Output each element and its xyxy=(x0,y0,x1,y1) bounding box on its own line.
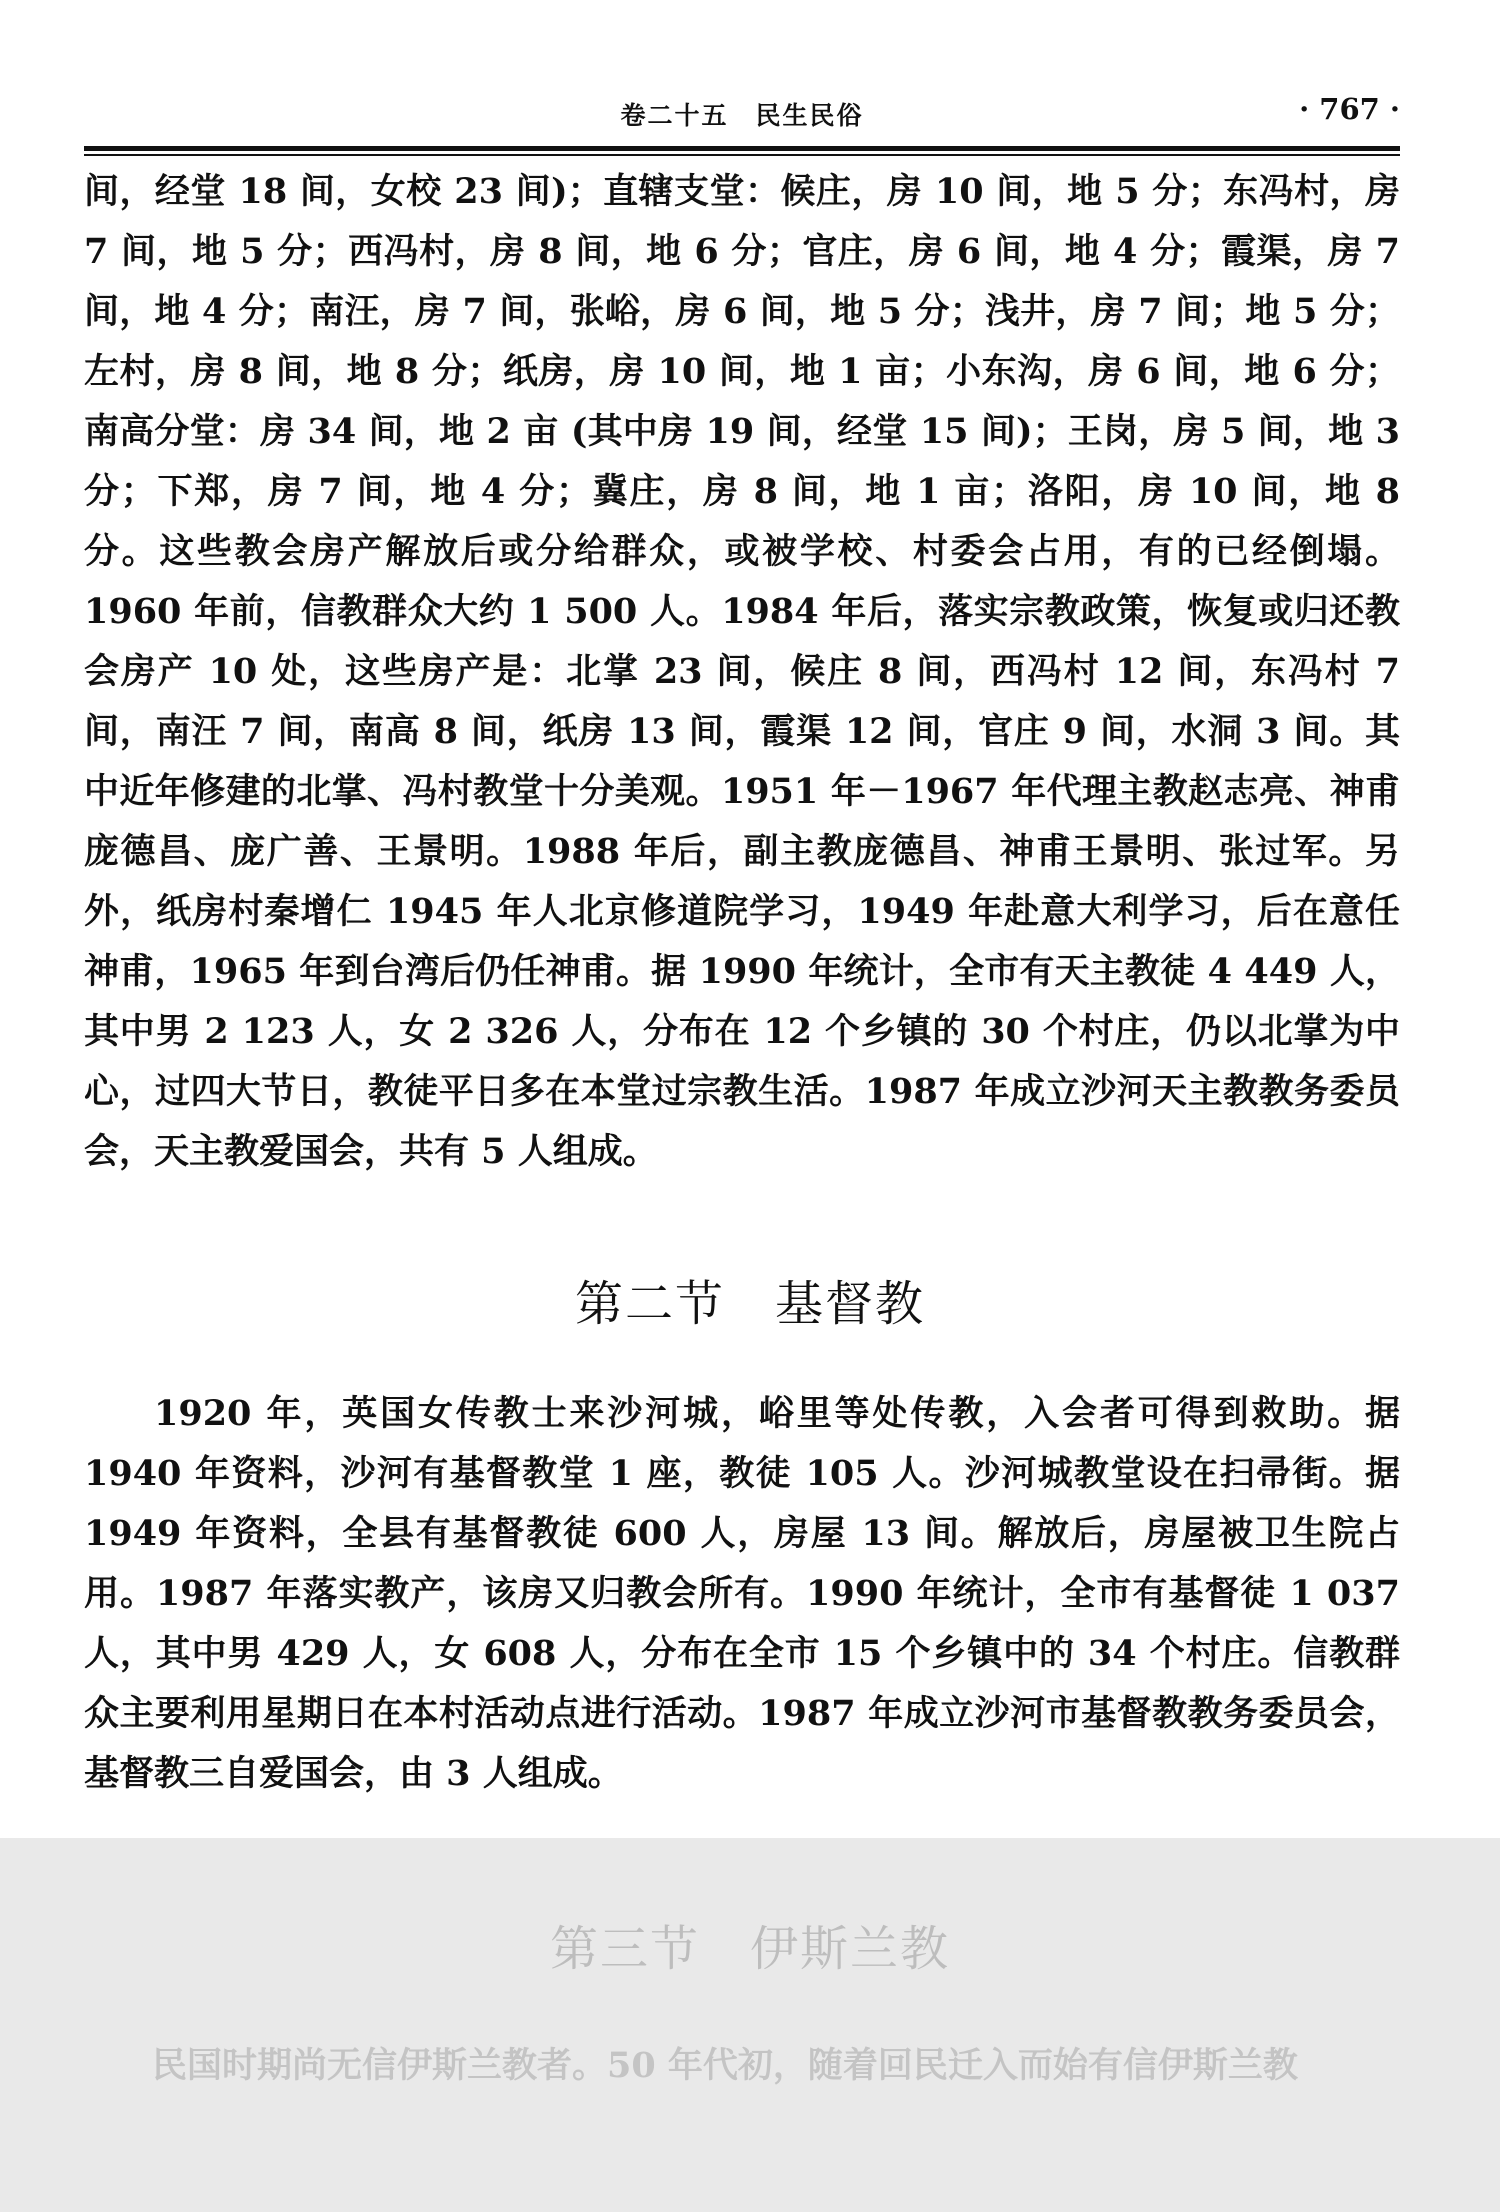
section-heading-christianity: 第二节 基督教 xyxy=(574,1276,925,1332)
page-header xyxy=(84,90,1400,136)
running-title: 卷二十五 民生民俗 xyxy=(620,101,864,130)
page-number: · 767 · xyxy=(1299,92,1400,126)
section-heading-islam: 第三节 伊斯兰教 xyxy=(549,1921,950,1977)
paragraph-christianity: 1920 年，英国女传教士来沙河城，峪里等处传教，入会者可得到救助。据 1940 年资料，沙河有基督教堂 1 座，教徒 105 人。沙河城教堂设在扫帚街。据 1949 年资料，全县有基督教徒 600 人，房屋 13 间。解放后，房屋被卫生院占用。1987 年落实教产，该房又归教会所有。1990 年统计，全市有基督徒 1 037 人，其中男 429 人，女 608 人，分布在全市 15 个乡镇中的 34 个村庄。信教群众主要利用星期日在本村活动点进行活动。1987 年成立沙河市基督教教务委员会，基督教三自爱国会，由 3 人组成。 xyxy=(84,1393,1400,1794)
paragraph-islam: 民国时期尚无信伊斯兰教者。50 年代初，随着回民迁入而始有信伊斯兰教 xyxy=(152,2045,1298,2086)
header-rule-thin xyxy=(84,154,1400,156)
faded-overlay xyxy=(0,1838,1500,2212)
paragraph-catholic-continued: 间，经堂 18 间，女校 23 间)；直辖支堂：候庄，房 10 间，地 5 分；东冯村，房 7 间，地 5 分；西冯村，房 8 间，地 6 分；官庄，房 6 间，地 4 分；霞渠，房 7 间，地 4 分；南汪，房 7 间，张峪，房 6 间，地 5 分；浅井，房 7 间；地 5 分；左村，房 8 间，地 8 分；纸房，房 10 间，地 1 亩；小东沟，房 6 间，地 6 分；南高分堂：房 34 间，地 2 亩 (其中房 19 间，经堂 15 间)；王岗，房 5 间，地 3 分；下郑，房 7 间，地 4 分；冀庄，房 8 间，地 1 亩；洛阳，房 10 间，地 8 分。这些教会房产解放后或分给群众，或被学校、村委会占用，有的已经倒塌。1960 年前，信教群众大约 1 500 人。1984 年后，落实宗教政策，恢复或归还教会房产 10 处，这些房产是：北掌 23 间，候庄 8 间，西冯村 12 间，东冯村 7 间，南汪 7 间，南高 8 间，纸房 13 间，霞渠 12 间，官庄 9 间，水洞 3 间。其中近年修建的北掌、冯村教堂十分美观。1951 年－1967 年代理主教赵志亮、神甫庞德昌、庞广善、王景明。1988 年后，副主教庞德昌、神甫王景明、张过军。另外，纸房村秦增仁 1945 年人北京修道院学习，1949 年赴意大利学习，后在意任神甫，1965 年到台湾后仍任神甫。据 1990 年统计，全市有天主教徒 4 449 人，其中男 2 123 人，女 2 326 人，分布在 12 个乡镇的 30 个村庄，仍以北掌为中心，过四大节日，教徒平日多在本堂过宗教生活。1987 年成立沙河天主教教务委员会，天主教爱国会，共有 5 人组成。 xyxy=(84,171,1400,1172)
header-rule-thick xyxy=(84,146,1400,151)
